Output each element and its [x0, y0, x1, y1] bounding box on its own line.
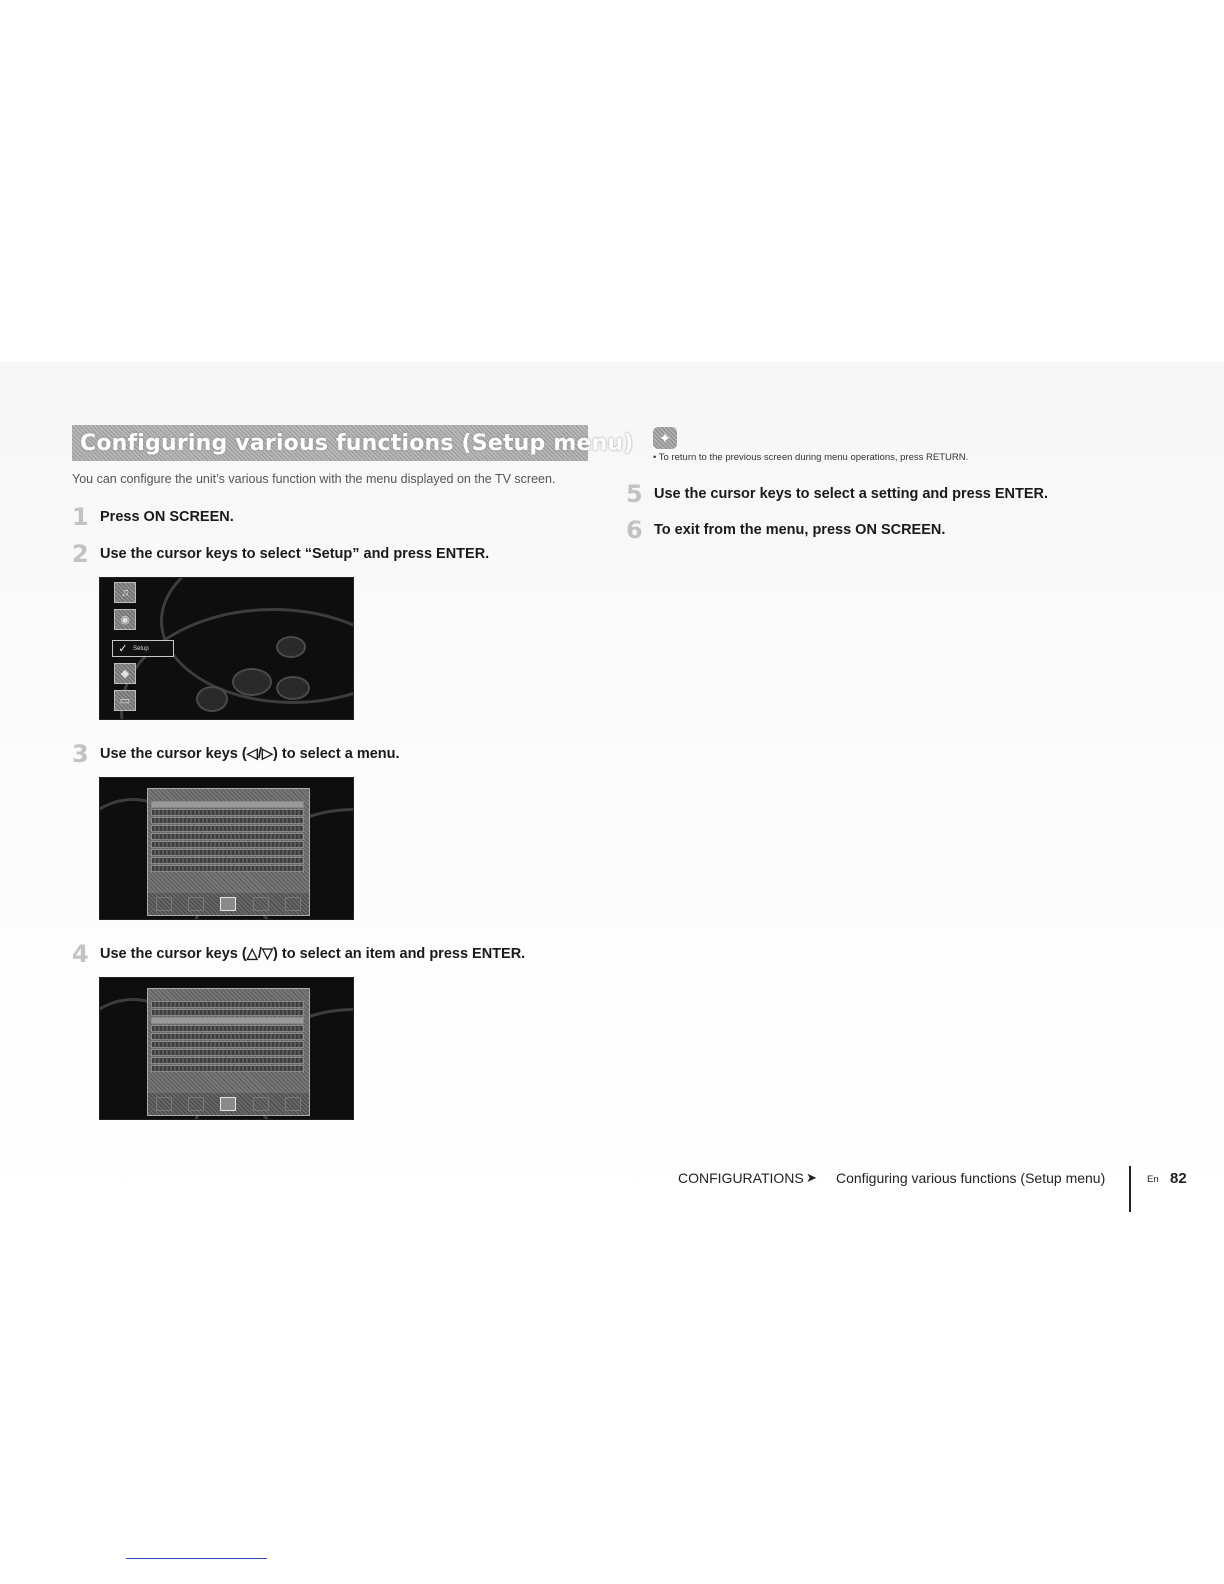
step-1	[72, 503, 234, 531]
step-number: 3	[72, 740, 89, 768]
step-5	[626, 480, 1048, 508]
footer-divider	[1129, 1166, 1131, 1212]
step-number: 1	[72, 503, 89, 531]
step-text: Use the cursor keys to select “Setup” and press ENTER.	[100, 546, 490, 562]
menu-tab	[156, 897, 172, 911]
step-number: 5	[626, 480, 643, 508]
menu-tab-selected	[220, 897, 236, 911]
step-text: Use the cursor keys (◁/▷) to select a menu.	[100, 746, 400, 762]
setup-menu-label: Setup	[133, 645, 149, 652]
step-text: Use the cursor keys to select a setting and press ENTER.	[654, 486, 1049, 502]
menu-panel	[147, 988, 310, 1116]
menu-icon: ▭	[114, 690, 136, 711]
menu-panel	[147, 788, 310, 916]
hint-text: • To return to the previous screen during menu operations, press RETURN.	[653, 452, 969, 463]
step-text: Press ON SCREEN.	[100, 509, 234, 525]
step-6	[626, 516, 945, 544]
section-title: Configuring various functions (Setup menu)	[80, 430, 634, 456]
menu-tab	[253, 1097, 269, 1111]
menu-tab-selected	[220, 1097, 236, 1111]
menu-icon: ◉	[114, 609, 136, 630]
step-text: To exit from the menu, press ON SCREEN.	[654, 522, 946, 538]
step-2	[72, 540, 489, 568]
tv-screenshot-item-selected	[99, 977, 354, 1120]
page-number: 82	[1170, 1170, 1187, 1187]
step-number: 6	[626, 516, 643, 544]
step-number: 4	[72, 940, 89, 968]
step-text: Use the cursor keys (△/▽) to select an item and press ENTER.	[100, 946, 526, 962]
check-icon: ✓	[118, 643, 128, 655]
menu-tabs	[148, 893, 309, 915]
menu-tabs	[148, 1093, 309, 1115]
footer-language: En	[1147, 1174, 1159, 1185]
bottom-rule	[126, 1558, 267, 1559]
step-4	[72, 940, 525, 968]
tv-screenshot-setup-sidebar	[99, 577, 354, 720]
menu-tab	[285, 1097, 301, 1111]
step-3	[72, 740, 400, 768]
tv-screenshot-sound-menu	[99, 777, 354, 920]
menu-icon: ♫	[114, 582, 136, 603]
menu-tab	[188, 897, 204, 911]
menu-icon: ◆	[114, 663, 136, 684]
menu-tab	[156, 1097, 172, 1111]
menu-tab	[285, 897, 301, 911]
section-title-bar	[72, 425, 634, 461]
footer-section-link[interactable]: CONFIGURATIONS	[678, 1170, 804, 1186]
step-number: 2	[72, 540, 89, 568]
menu-tab	[188, 1097, 204, 1111]
lightbulb-hint-icon: ✦	[653, 427, 677, 449]
setup-menu-item	[112, 640, 174, 657]
footer-arrow-icon: ➤	[806, 1170, 817, 1185]
menu-tab	[253, 897, 269, 911]
intro-text: You can configure the unit’s various function with the menu displayed on the TV screen.	[72, 472, 556, 486]
footer-page-title: Configuring various functions (Setup menu)	[836, 1170, 1106, 1186]
